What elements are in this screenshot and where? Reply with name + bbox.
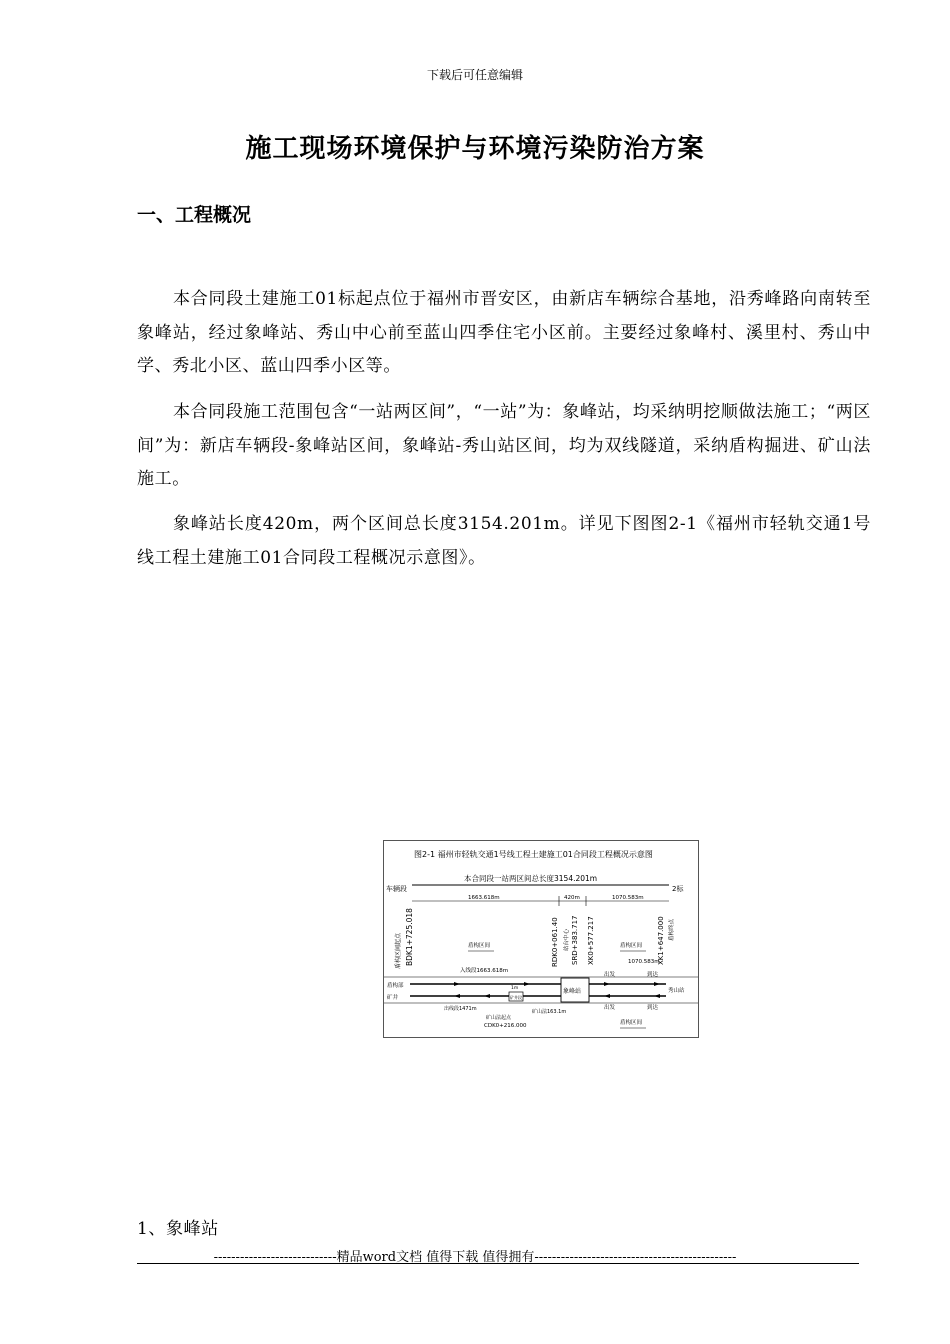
arrow-8 — [654, 994, 660, 998]
station-xk1-label: 盾构终点 — [669, 918, 675, 941]
up-arrive: 到达 — [647, 972, 659, 978]
station-xk1: XK1+647.000 — [657, 916, 665, 965]
total-length-label: 本合同段一站两区间总长度3154.201m — [464, 874, 598, 883]
project-overview-figure — [383, 840, 699, 1038]
document-title: 施工现场环境保护与环境污染防治方案 — [245, 134, 705, 164]
station-bdk-label: 盾构区间起点 — [395, 932, 402, 969]
station-bdk: BDK1+725.018 — [405, 908, 414, 966]
down-depart: 出发 — [604, 1005, 616, 1011]
page-header: 下载后可任意编辑 — [426, 68, 523, 82]
len-right: 1070.583m — [612, 895, 644, 901]
footer-rule — [137, 1263, 859, 1264]
subsection-heading: 1、象峰站 — [137, 1219, 219, 1239]
shield-left: 盾构区间 — [468, 943, 491, 949]
station-center-label: 站台中心 — [564, 928, 570, 951]
arrow-5 — [454, 994, 460, 998]
arrow-2 — [524, 982, 530, 986]
dungou-label: 盾构部 — [387, 983, 404, 989]
paragraph-length: 象峰站长度420m，两个区间总长度3154.201m。详见下图图2-1《福州市轻轨交通1号线工程土建施工01合同段工程概况示意图》。 — [137, 514, 871, 568]
station-xk0: XK0+577.217 — [587, 916, 595, 965]
arrow-6 — [484, 994, 490, 998]
shield-right: 盾构区间 — [620, 943, 643, 949]
arrow-4 — [654, 982, 660, 986]
shaft-label: 矿井段 — [510, 995, 522, 1000]
xiushan-label: 秀山站 — [668, 988, 685, 994]
up-depart: 出发 — [604, 972, 616, 978]
page-footer: ----------------------------精品word文档 值得下载 值得拥有---------------------------------------------- — [213, 1250, 737, 1265]
shaft-1m: 1m — [511, 986, 519, 991]
figure-title: 图2-1 福州市轻轨交通1号线工程土建施工01合同段工程概况示意图 — [414, 850, 653, 859]
paragraph-overview: 本合同段土建施工01标起点位于福州市晋安区，由新店车辆综合基地，沿秀峰路向南转至象峰站，经过象峰站、秀山中心前至蓝山四季住宅小区前。主要经过象峰村、溪里村、秀山中学、秀北小区、蓝山四季小区等。 — [137, 289, 871, 376]
down-arrive: 到达 — [647, 1005, 659, 1011]
phase2-label: 2标 — [672, 885, 684, 893]
len-right2: 1070.583m — [628, 959, 660, 965]
arrow-1 — [454, 982, 460, 986]
depot-label: 车辆段 — [386, 885, 407, 893]
figure-svg — [384, 841, 698, 1037]
mine-start-label: 矿山法起点 — [486, 1015, 512, 1021]
cdk-label: CDK0+216.000 — [484, 1023, 527, 1029]
len-station: 420m — [564, 895, 580, 901]
paragraph-scope: 本合同段施工范围包含“一站两区间”，“一站”为：象峰站，均采纳明挖顺做法施工；“两区间”为：新店车辆段-象峰站区间，象峰站-秀山站区间，均为双线隧道，采纳盾构掘进、矿山法施工。 — [137, 402, 871, 489]
station-srd: SRD+383.717 — [571, 915, 579, 965]
shield-bottom: 盾构区间 — [620, 1020, 643, 1026]
station-rdk: RDK0+061.40 — [551, 917, 559, 967]
out-line-label: 出线段1471m — [444, 1006, 477, 1012]
line-in-label: 入线段1663.618m — [460, 968, 509, 974]
station-name: 象峰站 — [563, 988, 582, 995]
section-heading: 一、工程概况 — [137, 204, 252, 226]
kuangshan-label: 矿井 — [387, 995, 399, 1001]
len-left: 1663.618m — [468, 895, 500, 901]
arrow-3 — [604, 982, 610, 986]
arrow-7 — [604, 994, 610, 998]
mine-len-label: 矿山法163.1m — [532, 1009, 567, 1015]
